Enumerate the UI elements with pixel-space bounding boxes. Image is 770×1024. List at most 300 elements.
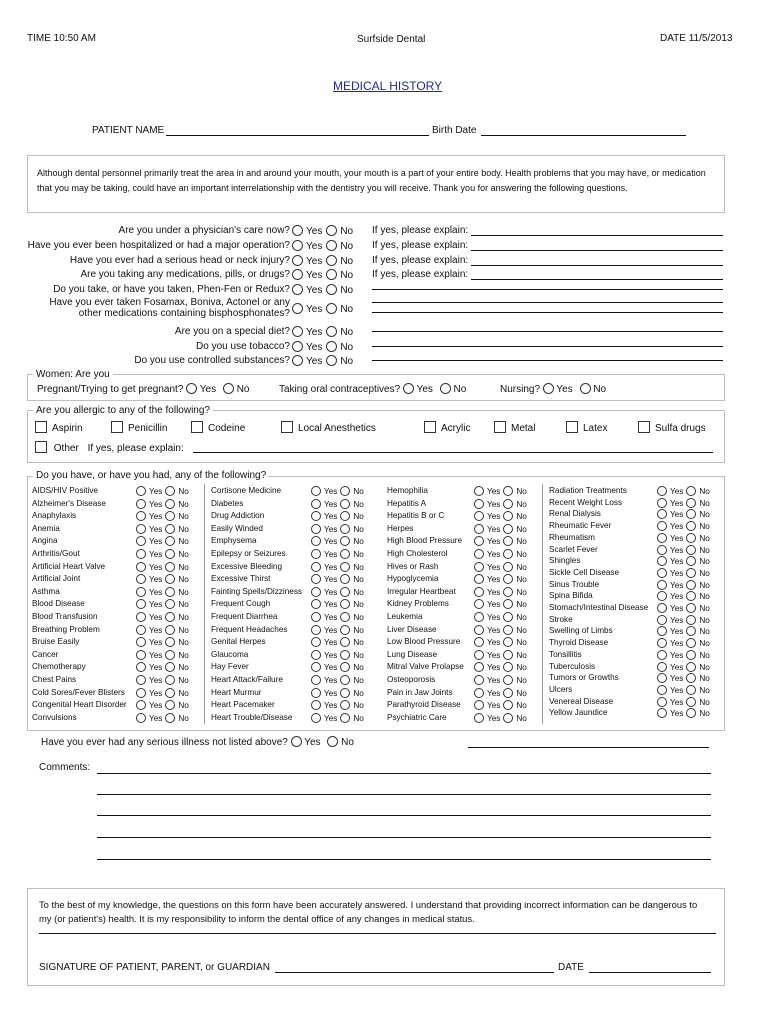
yes-label: Yes — [556, 384, 573, 395]
condition-no-radio[interactable] — [340, 486, 350, 496]
yes-no-group — [292, 269, 353, 281]
condition-no-radio[interactable] — [165, 549, 175, 559]
condition-yes-radio[interactable] — [474, 625, 484, 635]
condition-yes-radio[interactable] — [136, 625, 146, 635]
yes-label: Yes — [487, 701, 501, 711]
condition-no-radio[interactable] — [686, 580, 696, 590]
question-yes-radio[interactable] — [292, 341, 303, 352]
condition-label: Stomach/Intestinal Disease — [549, 603, 649, 612]
condition-yes-radio[interactable] — [657, 591, 667, 601]
yes-label: Yes — [670, 487, 684, 496]
pregnant-no-radio[interactable] — [223, 383, 234, 394]
condition-no-radio[interactable] — [165, 688, 175, 698]
question-no-radio[interactable] — [326, 341, 337, 352]
condition-yes-radio[interactable] — [657, 638, 667, 648]
condition-yes-no — [474, 662, 527, 672]
condition-yes-radio[interactable] — [474, 637, 484, 647]
allergy-other-checkbox[interactable] — [35, 441, 47, 453]
yes-label: Yes — [324, 713, 338, 723]
condition-yes-radio[interactable] — [474, 688, 484, 698]
condition-no-radio[interactable] — [686, 708, 696, 718]
question-yes-radio[interactable] — [292, 284, 303, 295]
condition-no-radio[interactable] — [165, 562, 175, 572]
condition-yes-radio[interactable] — [657, 685, 667, 695]
condition-no-radio[interactable] — [340, 713, 350, 723]
yes-label: Yes — [324, 537, 338, 547]
condition-yes-radio[interactable] — [311, 700, 321, 710]
condition-yes-radio[interactable] — [311, 662, 321, 672]
condition-label: Artificial Joint — [32, 574, 81, 584]
yes-label: Yes — [306, 356, 323, 367]
condition-no-radio[interactable] — [503, 675, 513, 685]
condition-yes-radio[interactable] — [311, 499, 321, 509]
serious-illness-no-radio[interactable] — [327, 736, 338, 747]
birth-date-field[interactable] — [481, 135, 686, 136]
allergy-item — [424, 421, 470, 434]
condition-no-radio[interactable] — [686, 545, 696, 555]
condition-label: Convulsions — [32, 712, 77, 722]
explain-field[interactable] — [372, 312, 723, 313]
condition-label: Blood Disease — [32, 599, 85, 609]
condition-label: Hives or Rash — [387, 561, 439, 571]
condition-no-radio[interactable] — [165, 536, 175, 546]
nursing-yes-radio[interactable] — [543, 383, 554, 394]
condition-no-radio[interactable] — [165, 662, 175, 672]
condition-no-radio[interactable] — [503, 625, 513, 635]
condition-no-radio[interactable] — [503, 662, 513, 672]
condition-label: Drug Addiction — [211, 511, 265, 521]
question-no-radio[interactable] — [326, 255, 337, 266]
no-label: No — [353, 638, 364, 648]
condition-label: Hypoglycemia — [387, 574, 439, 584]
condition-no-radio[interactable] — [165, 700, 175, 710]
condition-yes-radio[interactable] — [311, 599, 321, 609]
condition-yes-radio[interactable] — [136, 713, 146, 723]
condition-yes-radio[interactable] — [657, 556, 667, 566]
condition-no-radio[interactable] — [686, 509, 696, 519]
condition-yes-no — [311, 700, 364, 710]
no-label: No — [699, 615, 710, 625]
condition-no-radio[interactable] — [686, 568, 696, 578]
explain-field[interactable] — [372, 302, 723, 303]
condition-yes-radio[interactable] — [311, 713, 321, 723]
condition-yes-radio[interactable] — [136, 574, 146, 584]
condition-yes-radio[interactable] — [136, 650, 146, 660]
condition-label: Hepatitis A — [387, 498, 427, 508]
condition-no-radio[interactable] — [686, 697, 696, 707]
allergy-checkbox[interactable] — [35, 421, 47, 433]
question-no-radio[interactable] — [326, 269, 337, 280]
condition-yes-radio[interactable] — [657, 603, 667, 613]
condition-label: Tonsillitis — [549, 649, 582, 659]
condition-yes-no — [311, 688, 364, 698]
explain-field[interactable] — [471, 265, 723, 266]
condition-yes-radio[interactable] — [474, 524, 484, 534]
condition-yes-no — [474, 536, 527, 546]
allergy-item — [111, 421, 167, 434]
condition-no-radio[interactable] — [503, 536, 513, 546]
condition-no-radio[interactable] — [503, 650, 513, 660]
condition-no-radio[interactable] — [503, 587, 513, 597]
condition-yes-radio[interactable] — [657, 697, 667, 707]
no-label: No — [340, 270, 354, 281]
yes-label: Yes — [149, 512, 163, 522]
condition-no-radio[interactable] — [503, 549, 513, 559]
condition-yes-radio[interactable] — [657, 533, 667, 543]
women-legend: Women: Are you — [33, 369, 113, 380]
comments-label: Comments: — [39, 762, 91, 773]
condition-yes-radio[interactable] — [311, 511, 321, 521]
comments-line[interactable] — [97, 815, 711, 816]
comments-line[interactable] — [97, 859, 711, 860]
yes-label: Yes — [304, 737, 321, 748]
condition-no-radio[interactable] — [165, 675, 175, 685]
condition-yes-radio[interactable] — [136, 524, 146, 534]
contraceptives-label: Taking oral contraceptives? — [279, 384, 401, 395]
condition-yes-radio[interactable] — [474, 549, 484, 559]
condition-no-radio[interactable] — [340, 587, 350, 597]
condition-label: Rheumatism — [549, 532, 595, 542]
condition-yes-no — [136, 536, 189, 546]
yes-label: Yes — [670, 522, 684, 532]
condition-no-radio[interactable] — [340, 637, 350, 647]
condition-yes-radio[interactable] — [136, 700, 146, 710]
condition-yes-radio[interactable] — [474, 574, 484, 584]
condition-no-radio[interactable] — [165, 612, 175, 622]
condition-yes-radio[interactable] — [136, 688, 146, 698]
condition-yes-radio[interactable] — [311, 536, 321, 546]
condition-yes-radio[interactable] — [657, 486, 667, 496]
question-no-radio[interactable] — [326, 326, 337, 337]
condition-yes-radio[interactable] — [657, 545, 667, 555]
condition-no-radio[interactable] — [340, 549, 350, 559]
condition-yes-radio[interactable] — [474, 536, 484, 546]
condition-no-radio[interactable] — [686, 685, 696, 695]
condition-yes-radio[interactable] — [474, 599, 484, 609]
signature-date-field[interactable] — [589, 972, 711, 973]
condition-yes-radio[interactable] — [311, 650, 321, 660]
condition-no-radio[interactable] — [165, 713, 175, 723]
question-no-radio[interactable] — [326, 355, 337, 366]
condition-no-radio[interactable] — [165, 511, 175, 521]
allergy-label: Local Anesthetics — [298, 423, 376, 434]
serious-illness-yes-radio[interactable] — [291, 736, 302, 747]
condition-yes-no — [474, 499, 527, 509]
no-label: No — [516, 575, 527, 585]
explain-field[interactable] — [471, 250, 723, 251]
comments-line[interactable] — [97, 794, 711, 795]
question-yes-radio[interactable] — [292, 240, 303, 251]
explain-label: If yes, please explain: — [372, 255, 469, 266]
question-yes-radio[interactable] — [292, 225, 303, 236]
contraceptives-yes-radio[interactable] — [403, 383, 414, 394]
condition-no-radio[interactable] — [686, 556, 696, 566]
question-yes-radio[interactable] — [292, 255, 303, 266]
condition-yes-radio[interactable] — [474, 713, 484, 723]
allergy-checkbox[interactable] — [638, 421, 650, 433]
yes-label: Yes — [670, 533, 684, 543]
condition-yes-radio[interactable] — [474, 499, 484, 509]
yes-label: Yes — [324, 562, 338, 572]
yes-label: Yes — [487, 650, 501, 660]
question-yes-radio[interactable] — [292, 326, 303, 337]
condition-yes-radio[interactable] — [311, 675, 321, 685]
no-label: No — [236, 384, 250, 395]
question-yes-radio[interactable] — [292, 303, 303, 314]
yes-label: Yes — [487, 638, 501, 648]
condition-yes-radio[interactable] — [136, 499, 146, 509]
condition-no-radio[interactable] — [340, 675, 350, 685]
condition-yes-radio[interactable] — [136, 612, 146, 622]
condition-no-radio[interactable] — [340, 625, 350, 635]
no-label: No — [178, 688, 189, 698]
pregnant-yes-radio[interactable] — [186, 383, 197, 394]
allergy-label: Penicillin — [128, 423, 168, 434]
comments-line[interactable] — [97, 773, 711, 774]
condition-no-radio[interactable] — [503, 688, 513, 698]
condition-yes-radio[interactable] — [311, 612, 321, 622]
condition-label: Heart Pacemaker — [211, 700, 275, 710]
condition-no-radio[interactable] — [686, 498, 696, 508]
no-label: No — [340, 304, 354, 315]
question-yes-radio[interactable] — [292, 269, 303, 280]
allergy-checkbox[interactable] — [111, 421, 123, 433]
nursing-no-radio[interactable] — [580, 383, 591, 394]
condition-yes-radio[interactable] — [311, 637, 321, 647]
no-label: No — [516, 625, 527, 635]
allergy-item — [494, 421, 535, 434]
condition-no-radio[interactable] — [165, 499, 175, 509]
signature-field[interactable] — [275, 972, 554, 973]
condition-no-radio[interactable] — [340, 511, 350, 521]
explain-field[interactable] — [372, 331, 723, 332]
condition-no-radio[interactable] — [165, 574, 175, 584]
condition-yes-radio[interactable] — [136, 511, 146, 521]
condition-no-radio[interactable] — [165, 637, 175, 647]
condition-no-radio[interactable] — [503, 700, 513, 710]
condition-no-radio[interactable] — [503, 499, 513, 509]
allergy-item — [566, 421, 607, 434]
condition-no-radio[interactable] — [686, 591, 696, 601]
condition-no-radio[interactable] — [686, 603, 696, 613]
allergy-label: Latex — [583, 423, 608, 434]
allergy-other-field[interactable] — [193, 452, 713, 453]
explain-field[interactable] — [471, 279, 723, 280]
condition-no-radio[interactable] — [165, 486, 175, 496]
yes-label: Yes — [670, 498, 684, 508]
no-label: No — [516, 688, 527, 698]
condition-no-radio[interactable] — [686, 662, 696, 672]
condition-no-radio[interactable] — [340, 499, 350, 509]
condition-no-radio[interactable] — [340, 662, 350, 672]
condition-yes-radio[interactable] — [311, 587, 321, 597]
condition-no-radio[interactable] — [686, 673, 696, 683]
explain-field[interactable] — [372, 289, 723, 290]
condition-label: Yellow Jaundice — [549, 708, 608, 718]
no-label: No — [178, 537, 189, 547]
condition-no-radio[interactable] — [686, 521, 696, 531]
patient-name-field[interactable] — [166, 135, 429, 136]
nursing-label: Nursing? — [500, 384, 541, 395]
explain-field[interactable] — [372, 360, 723, 361]
condition-label: AIDS/HIV Positive — [32, 486, 98, 495]
no-label: No — [516, 663, 527, 673]
yes-label: Yes — [487, 713, 501, 723]
condition-no-radio[interactable] — [340, 612, 350, 622]
nursing-question — [500, 383, 606, 395]
condition-no-radio[interactable] — [340, 562, 350, 572]
condition-yes-radio[interactable] — [474, 511, 484, 521]
condition-no-radio[interactable] — [340, 650, 350, 660]
condition-no-radio[interactable] — [165, 599, 175, 609]
explain-field[interactable] — [372, 346, 723, 347]
condition-no-radio[interactable] — [340, 574, 350, 584]
condition-yes-radio[interactable] — [311, 562, 321, 572]
condition-no-radio[interactable] — [340, 700, 350, 710]
yes-label: Yes — [487, 499, 501, 509]
condition-yes-no — [474, 511, 527, 521]
condition-no-radio[interactable] — [686, 533, 696, 543]
condition-yes-radio[interactable] — [136, 536, 146, 546]
condition-no-radio[interactable] — [503, 637, 513, 647]
condition-yes-radio[interactable] — [657, 626, 667, 636]
contraceptives-no-radio[interactable] — [440, 383, 451, 394]
condition-no-radio[interactable] — [165, 625, 175, 635]
condition-yes-radio[interactable] — [657, 708, 667, 718]
yes-label: Yes — [487, 487, 501, 496]
condition-yes-radio[interactable] — [474, 662, 484, 672]
condition-no-radio[interactable] — [503, 562, 513, 572]
no-label: No — [516, 524, 527, 534]
allergy-item — [638, 421, 706, 434]
condition-yes-radio[interactable] — [311, 549, 321, 559]
condition-yes-no — [474, 587, 527, 597]
condition-yes-radio[interactable] — [136, 562, 146, 572]
condition-yes-radio[interactable] — [657, 580, 667, 590]
condition-yes-radio[interactable] — [136, 662, 146, 672]
condition-yes-radio[interactable] — [474, 612, 484, 622]
condition-yes-radio[interactable] — [311, 486, 321, 496]
condition-yes-radio[interactable] — [311, 688, 321, 698]
no-label: No — [699, 627, 710, 637]
condition-label: Leukemia — [387, 612, 423, 621]
allergy-checkbox[interactable] — [424, 421, 436, 433]
yes-label: Yes — [149, 625, 163, 635]
explain-field[interactable] — [471, 235, 723, 236]
allergy-checkbox[interactable] — [566, 421, 578, 433]
question-no-radio[interactable] — [326, 284, 337, 295]
condition-no-radio[interactable] — [340, 536, 350, 546]
allergy-checkbox[interactable] — [191, 421, 203, 433]
condition-yes-radio[interactable] — [657, 615, 667, 625]
condition-yes-radio[interactable] — [474, 486, 484, 496]
condition-no-radio[interactable] — [686, 615, 696, 625]
condition-yes-radio[interactable] — [657, 662, 667, 672]
yes-label: Yes — [324, 638, 338, 648]
condition-label: Recent Weight Loss — [549, 497, 623, 507]
question-no-radio[interactable] — [326, 240, 337, 251]
question-no-radio[interactable] — [326, 303, 337, 314]
condition-no-radio[interactable] — [165, 524, 175, 534]
condition-label: Hemophilia — [387, 486, 428, 495]
no-label: No — [699, 510, 710, 520]
allergy-label: Codeine — [208, 423, 246, 434]
condition-yes-radio[interactable] — [136, 675, 146, 685]
condition-no-radio[interactable] — [340, 688, 350, 698]
condition-yes-radio[interactable] — [657, 509, 667, 519]
condition-yes-radio[interactable] — [474, 700, 484, 710]
condition-label: Low Blood Pressure — [387, 637, 461, 647]
yes-label: Yes — [487, 676, 501, 685]
condition-yes-radio[interactable] — [657, 568, 667, 578]
condition-no-radio[interactable] — [165, 587, 175, 597]
no-label: No — [699, 709, 710, 719]
condition-yes-radio[interactable] — [136, 587, 146, 597]
condition-no-radio[interactable] — [686, 626, 696, 636]
condition-yes-radio[interactable] — [474, 675, 484, 685]
allergy-checkbox[interactable] — [281, 421, 293, 433]
condition-no-radio[interactable] — [503, 511, 513, 521]
no-label: No — [353, 600, 364, 610]
condition-no-radio[interactable] — [340, 599, 350, 609]
condition-no-radio[interactable] — [503, 574, 513, 584]
condition-no-radio[interactable] — [340, 524, 350, 534]
condition-yes-radio[interactable] — [474, 650, 484, 660]
no-label: No — [178, 713, 189, 723]
condition-no-radio[interactable] — [503, 486, 513, 496]
condition-no-radio[interactable] — [686, 638, 696, 648]
yes-label: Yes — [324, 575, 338, 585]
condition-yes-radio[interactable] — [657, 673, 667, 683]
condition-no-radio[interactable] — [503, 713, 513, 723]
condition-yes-radio[interactable] — [311, 524, 321, 534]
condition-no-radio[interactable] — [165, 650, 175, 660]
yes-label: Yes — [306, 304, 323, 315]
condition-yes-radio[interactable] — [474, 587, 484, 597]
condition-yes-radio[interactable] — [311, 574, 321, 584]
condition-yes-radio[interactable] — [136, 599, 146, 609]
condition-yes-radio[interactable] — [657, 521, 667, 531]
condition-no-radio[interactable] — [686, 650, 696, 660]
condition-label: Pain in Jaw Joints — [387, 687, 453, 697]
condition-yes-radio[interactable] — [657, 650, 667, 660]
comments-line[interactable] — [97, 837, 711, 838]
condition-yes-radio[interactable] — [136, 637, 146, 647]
explain-label: If yes, please explain: — [372, 225, 469, 236]
no-label: No — [353, 650, 364, 660]
condition-label: Epilepsy or Seizures — [211, 549, 286, 558]
condition-yes-radio[interactable] — [474, 562, 484, 572]
condition-yes-radio[interactable] — [136, 549, 146, 559]
condition-yes-radio[interactable] — [136, 486, 146, 496]
allergy-checkbox[interactable] — [494, 421, 506, 433]
no-label: No — [516, 600, 527, 610]
question-yes-radio[interactable] — [292, 355, 303, 366]
condition-yes-radio[interactable] — [657, 498, 667, 508]
condition-no-radio[interactable] — [503, 599, 513, 609]
condition-label: Radiation Treatments — [549, 486, 627, 495]
condition-yes-no — [136, 486, 189, 496]
question-no-radio[interactable] — [326, 225, 337, 236]
condition-yes-no — [311, 486, 364, 496]
intro-text: Although dental personnel primarily treat the area in and around your mouth, your mouth is a part of your entire body. Health problems that you may have, or medication that you may be taking, could have an important interrelationship with the dentistry you will receive. Thank you for answering the following questions. — [37, 168, 706, 193]
condition-no-radio[interactable] — [503, 524, 513, 534]
condition-yes-no — [136, 612, 189, 622]
condition-no-radio[interactable] — [503, 612, 513, 622]
serious-illness-field[interactable] — [468, 747, 709, 748]
condition-yes-radio[interactable] — [311, 625, 321, 635]
condition-no-radio[interactable] — [686, 486, 696, 496]
